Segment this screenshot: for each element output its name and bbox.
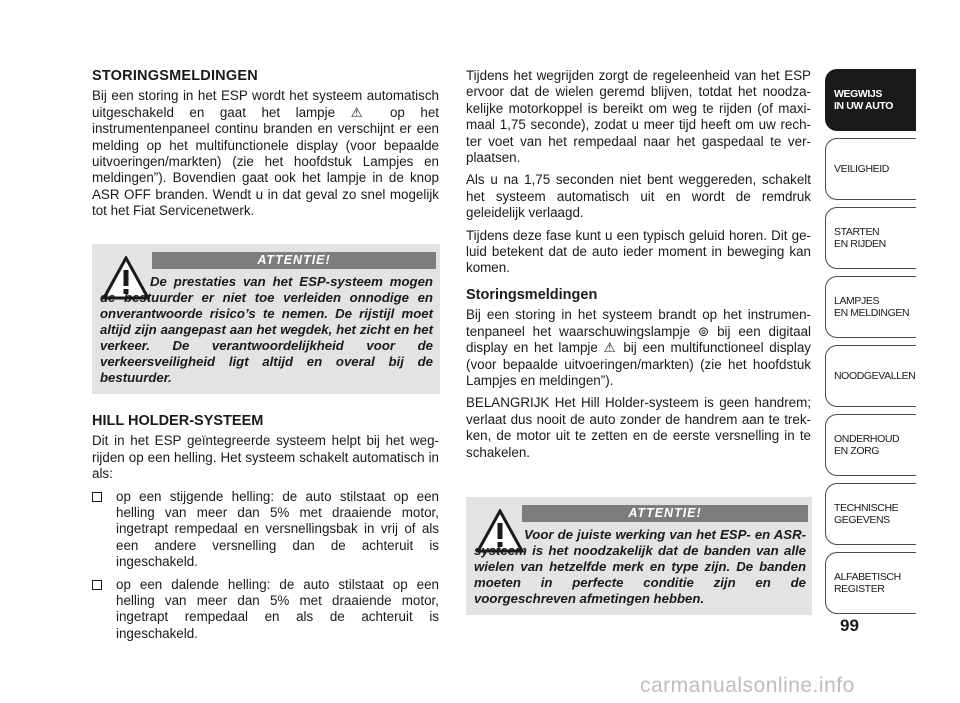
paragraph: Tijdens deze fase kunt u een typisch geluid horen. Dit geluid betekent dat de auto ieder moment in beweging kan komen. [466, 227, 811, 276]
tab-lampjes[interactable]: LAMPJES EN MELDINGEN [825, 276, 916, 338]
warning-box-tyres [466, 497, 812, 615]
tab-register[interactable]: ALFABETISCH REGISTER [825, 552, 916, 614]
section-title-storingsmeldingen: STORINGSMELDINGEN [92, 68, 258, 84]
tab-technische[interactable]: TECHNISCHE GEGEVENS [825, 483, 916, 545]
paragraph: Bij een storing in het systeem brandt op het instrumentenpaneel het waarschuwingslampje ⊚ bij een digitaal display en het lampje ⚠ bij een multifunctioneel display (voor bepaalde uitvoeringen/markten) (zie het hoofdstuk Lampjes en meldingen”). [466, 307, 811, 388]
left-column [92, 68, 439, 226]
tab-wegwijs[interactable]: WEGWIJS IN UW AUTO [825, 69, 916, 131]
warning-text: Voor de juiste werking van het ESP- en ASR-systeem is het noodzakelijk dat de banden van alle wielen van hetzelfde merk en type zijn. De banden moeten in perfecte conditie zijn en de voorgeschreven afmetingen hebben. [474, 527, 806, 606]
warning-text: De prestaties van het ESP-systeem mogen de bestuurder er niet toe verleiden onnodige en onverantwoorde risico’s te nemen. De rijstijl moet altijd zijn aangepast aan het wegdek, het zicht en het verkeer. De verantwoordelijkheid voor de verkeersveiligheid ligt altijd en overal bij de bestuurder. [100, 274, 433, 385]
list-item: op een stijgende helling: de auto stilstaat op een helling van meer dan 5% met draaiende motor, ingetrapt rempedaal en versnellingsbak in vrij of als een andere versnelling dan de achteruit is ingeschakeld. [92, 489, 439, 571]
list-item: op een dalende helling: de auto stilstaat op een helling van meer dan 5% met draaiende motor, ingetrapt rempedaal en als de achteruit is ingeschakeld. [92, 577, 439, 643]
hill-holder-intro: Dit in het ESP geïntegreerde systeem helpt bij het wegrijden op een helling. Het systeem schakelt automatisch in als: [92, 433, 439, 482]
subsection-title: Storingsmeldingen [466, 286, 598, 303]
watermark: carmanualsonline.info [640, 674, 855, 697]
warning-label: ATTENTIE! [152, 252, 436, 269]
checkbox-bullet-icon [92, 580, 102, 590]
right-column [466, 68, 811, 467]
left-column-lower [92, 413, 439, 648]
page-number: 99 [840, 616, 859, 635]
tab-onderhoud[interactable]: ONDERHOUD EN ZORG [825, 414, 916, 476]
checkbox-bullet-icon [92, 492, 102, 502]
storingsmeldingen-text: Bij een storing in het ESP wordt het systeem automatisch uitgeschakeld en gaat het lampje ⚠ op het instrumentenpaneel continu branden en verschijnt er een melding op het multifunctionele display (voor bepaalde uitvoeringen/markten) (zie het hoofdstuk Lampjes en meldingen”). Bovendien gaat ook het lampje in de knop ASR OFF branden. Wendt u in dat geval zo snel mogelijk tot het Fiat Servicenetwerk. [92, 88, 439, 219]
warning-box-esp [92, 244, 440, 394]
paragraph: Als u na 1,75 seconden niet bent weggereden, schakelt het systeem automatisch uit en wordt de remdruk geleidelijk verlaagd. [466, 172, 811, 221]
tab-noodgevallen[interactable]: NOODGEVALLEN [825, 345, 916, 407]
section-title-hill-holder: HILL HOLDER-SYSTEEM [92, 413, 264, 429]
paragraph: BELANGRIJK Het Hill Holder-systeem is geen handrem; verlaat dus nooit de auto zonder de handrem aan te trekken, de motor uit te zetten en de eerste versnelling in te schakelen. [466, 395, 811, 460]
paragraph: Tijdens het wegrijden zorgt de regeleenheid van het ESP ervoor dat de wielen geremd blijven, totdat het noodzakelijke motorkoppel is bereikt om weg te rijden (of maximaal 1,75 seconde), zodat u meer tijd heeft om uw rechter voet van het rempedaal naar het gaspedaal te verplaatsen. [466, 68, 811, 166]
tab-starten[interactable]: STARTEN EN RIJDEN [825, 207, 916, 269]
warning-label: ATTENTIE! [522, 505, 808, 522]
tab-veiligheid[interactable]: VEILIGHEID [825, 138, 916, 200]
